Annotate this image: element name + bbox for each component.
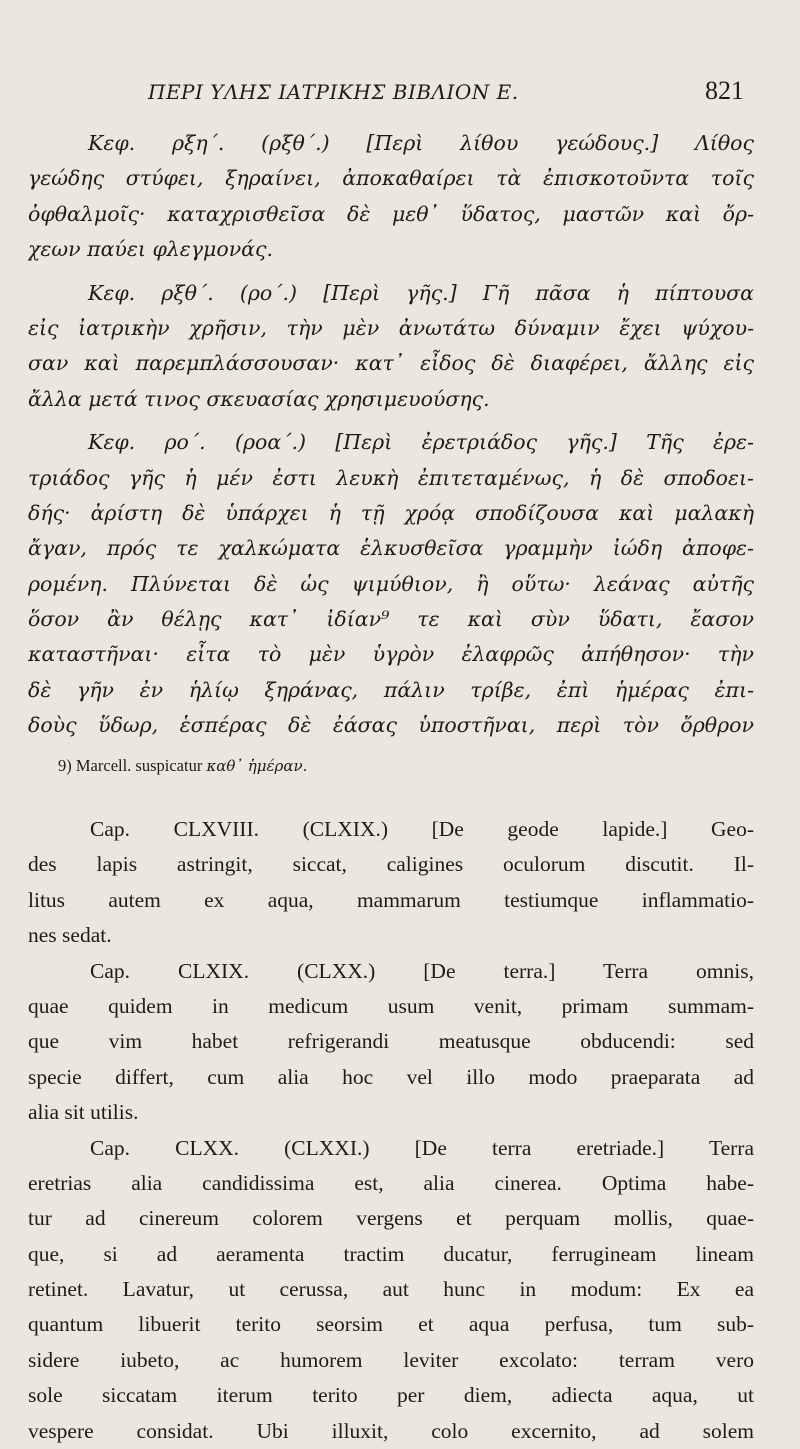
text-line: litus autem ex aqua, mammarum testiumque inflammatio- bbox=[28, 887, 754, 912]
footnote-text: Marcell. suspicatur bbox=[75, 756, 203, 775]
text-line: ἄλλα μετά τινος σκευασίας χρησιμευούσης. bbox=[28, 386, 490, 411]
text-line: Κεφ. ρο΄. (ροα΄.) [Περὶ ἐρετριάδος γῆς.] Τῆς ἐρε- bbox=[88, 430, 754, 455]
text-line: sole siccatam iterum terito per diem, adiecta aqua, ut bbox=[28, 1383, 754, 1408]
text-line: quae quidem in medicum usum venit, primam summam- bbox=[28, 993, 754, 1018]
text-line: εἰς ἰατρικὴν χρῆσιν, τὴν μὲν ἀνωτάτω δύναμιν ἔχει ψύχου- bbox=[28, 315, 754, 340]
text-line: Cap. CLXVIII. (CLXIX.) [De geode lapide.] Geo- bbox=[90, 817, 754, 841]
footnote-greek: καθ᾽ ἡμέραν. bbox=[206, 757, 308, 775]
text-line: nes sedat. bbox=[28, 923, 112, 948]
text-line: retinet. Lavatur, ut cerussa, aut hunc in modum: Ex ea bbox=[28, 1277, 754, 1302]
text-line: eretrias alia candidissima est, alia cinerea. Optima habe- bbox=[28, 1170, 754, 1195]
text-line: ὅσον ἂν θέλῃς κατ᾽ ἰδίαν⁹ τε καὶ σὺν ὕδατι, ἔασον bbox=[28, 607, 754, 632]
text-line: καταστῆναι· εἶτα τὸ μὲν ὑγρὸν ἐλαφρῶς ἀπήθησον· τὴν bbox=[28, 642, 754, 667]
text-line: δὲ γῆν ἐν ἡλίῳ ξηράνας, πάλιν τρίβε, ἐπὶ ἡμέρας ἐπι- bbox=[28, 677, 754, 702]
text-line: δοὺς ὕδωρ, ἑσπέρας δὲ ἐάσας ὑποστῆναι, περὶ τὸν ὄρθρον bbox=[28, 713, 754, 738]
text-line: ἄγαν, πρός τε χαλκώματα ἑλκυσθεῖσα γραμμὴν ἰώδη ἀποφε- bbox=[28, 536, 754, 561]
text-line: Κεφ. ρξη΄. (ρξθ΄.) [Περὶ λίθου γεώδους.] Λίθος bbox=[88, 131, 754, 155]
text-line: que vim habet refrigerandi meatusque obducendi: sed bbox=[28, 1029, 754, 1054]
text-line: quantum libuerit terito seorsim et aqua perfusa, tum sub- bbox=[28, 1312, 754, 1337]
running-title: ΠΕΡΙ ΥΛΗΣ ΙΑΤΡΙΚΗΣ ΒΙΒΛΙΟΝ Ε. bbox=[148, 80, 519, 104]
text-line: specie differt, cum alia hoc vel illo modo praeparata ad bbox=[28, 1064, 754, 1089]
greek-text-block bbox=[28, 126, 754, 744]
text-line: σαν καὶ παρεμπλάσσουσαν· κατ᾽ εἶδος δὲ διαφέρει, ἄλλης εἰς bbox=[28, 351, 754, 376]
text-line: alia sit utilis. bbox=[28, 1100, 139, 1125]
text-line: des lapis astringit, siccat, caligines oculorum discutit. Il- bbox=[28, 852, 754, 877]
text-line: Cap. CLXX. (CLXXI.) [De terra eretriade.] Terra bbox=[90, 1135, 754, 1160]
text-line: γεώδης στύφει, ξηραίνει, ἀποκαθαίρει τὰ ἐπισκοτοῦντα τοῖς bbox=[28, 166, 754, 191]
footnote bbox=[58, 756, 758, 776]
text-line: sidere iubeto, ac humorem leviter excolato: terram vero bbox=[28, 1347, 754, 1372]
text-line: que, si ad aeramenta tractim ducatur, ferrugineam lineam bbox=[28, 1241, 754, 1266]
page-number: 821 bbox=[705, 76, 744, 105]
text-line: Κεφ. ρξθ΄. (ρο΄.) [Περὶ γῆς.] Γῆ πᾶσα ἡ πίπτουσα bbox=[88, 280, 754, 305]
text-line: tur ad cinereum colorem vergens et perquam mollis, quae- bbox=[28, 1206, 754, 1231]
text-line: ὀφθαλμοῖς· καταχρισθεῖσα δὲ μεθ᾽ ὕδατος, μαστῶν καὶ ὄρ- bbox=[28, 201, 754, 226]
text-line: δής· ἀρίστη δὲ ὑπάρχει ἡ τῇ χρόᾳ σποδίζουσα καὶ μαλακὴ bbox=[28, 500, 754, 525]
text-line: vespere considat. Ubi illuxit, colo excernito, ad solem bbox=[28, 1418, 754, 1443]
running-header bbox=[120, 76, 744, 116]
text-line: ρομένη. Πλύνεται δὲ ὡς ψιμύθιον, ἢ οὕτω· λεάνας αὐτῆς bbox=[28, 571, 754, 596]
text-line: χεων παύει φλεγμονάς. bbox=[28, 237, 274, 262]
footnote-marker: 9) bbox=[58, 756, 72, 775]
latin-text-block bbox=[28, 812, 754, 1449]
text-line: Cap. CLXIX. (CLXX.) [De terra.] Terra omnis, bbox=[90, 958, 754, 983]
text-line: τριάδος γῆς ἡ μέν ἐστι λευκὴ ἐπιτεταμένως, ἡ δὲ σποδοει- bbox=[28, 465, 754, 490]
